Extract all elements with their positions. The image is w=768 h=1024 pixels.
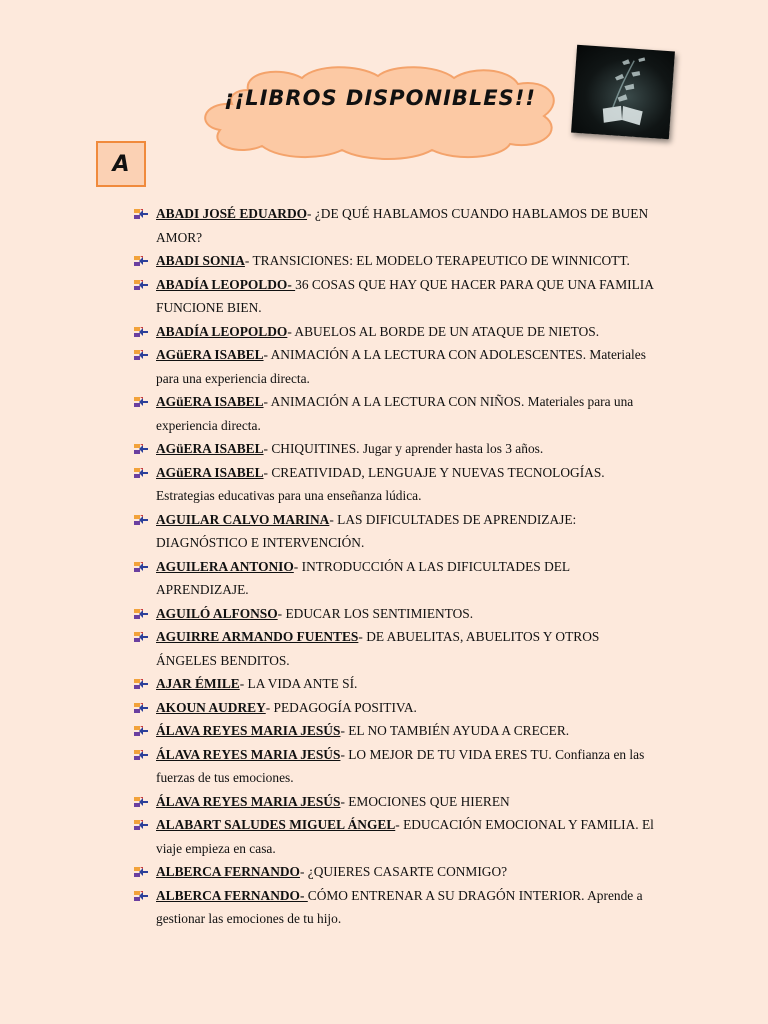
book-title: CÓMO ENTRENAR A SU DRAGÓN INTERIOR. Aprende a gestionar las emociones de tu hijo. (156, 887, 643, 926)
arrow-bullet-icon (134, 866, 148, 878)
arrow-bullet-icon (134, 702, 148, 714)
book-author: ÁLAVA REYES MARIA JESÚS (156, 723, 341, 738)
book-entry (130, 696, 660, 720)
book-entry (130, 860, 660, 884)
book-author: ÁLAVA REYES MARIA JESÚS (156, 793, 341, 809)
book-entry (130, 719, 660, 743)
book-title: CREATIVIDAD, LENGUAJE Y NUEVAS TECNOLOGÍAS. Estrategias educativas para una enseñanza lúdica. (156, 464, 605, 503)
author-separator: - (263, 394, 271, 409)
arrow-bullet-icon (134, 608, 148, 620)
open-book-icon (571, 45, 675, 140)
book-title: CHIQUITINES. Jugar y aprender hasta los 3 años. (271, 441, 544, 456)
book-entry (130, 602, 660, 626)
arrow-bullet-icon (134, 890, 148, 902)
book-entry (130, 672, 660, 696)
book-title: INTRODUCCIÓN A LAS DIFICULTADES DEL APRENDIZAJE. (156, 558, 570, 597)
book-author: ÁLAVA REYES MARIA JESÚS (156, 746, 341, 762)
book-entry (130, 743, 660, 790)
book-author: AJAR ÉMILE (156, 676, 240, 691)
author-separator: - (395, 817, 404, 832)
book-author: AGüERA ISABEL (156, 347, 264, 362)
book-entry (130, 508, 660, 555)
author-separator: - (244, 253, 253, 268)
arrow-bullet-icon (134, 255, 148, 267)
book-entry (130, 343, 660, 390)
book-title: LO MEJOR DE TU VIDA ERES TU. Confianza en las fuerzas de tus emociones. (156, 746, 645, 785)
arrow-bullet-icon (134, 467, 148, 479)
arrow-bullet-icon (134, 349, 148, 361)
book-title: LA VIDA ANTE SÍ. (247, 676, 358, 691)
book-entry (130, 555, 660, 602)
book-author: ABADI JOSÉ EDUARDO (156, 206, 308, 221)
book-entry (130, 884, 660, 931)
book-author: AKOUN AUDREY (156, 699, 266, 715)
book-list (130, 202, 660, 931)
arrow-bullet-icon (134, 796, 148, 808)
arrow-bullet-icon (134, 326, 148, 338)
arrow-bullet-icon (134, 819, 148, 831)
book-author: ALBERCA FERNANDO- (156, 887, 308, 903)
book-author: ABADÍA LEOPOLDO (156, 323, 288, 339)
book-title: EL NO TAMBIÉN AYUDA A CRECER. (348, 723, 570, 738)
book-title: ABUELOS AL BORDE DE UN ATAQUE DE NIETOS. (294, 323, 600, 339)
book-title: LAS DIFICULTADES DE APRENDIZAJE: DIAGNÓSTICO E INTERVENCIÓN. (156, 511, 577, 550)
book-author: ALABART SALUDES MIGUEL ÁNGEL (156, 817, 396, 832)
author-separator: - (263, 347, 271, 362)
book-author: AGUILÓ ALFONSO (156, 605, 278, 621)
book-title: ¿QUIERES CASARTE CONMIGO? (307, 864, 508, 879)
book-entry (130, 625, 660, 672)
author-separator: - (340, 746, 349, 762)
page-title: ¡¡LIBROS DISPONIBLES!! (224, 86, 536, 110)
book-title: EDUCAR LOS SENTIMIENTOS. (285, 605, 474, 621)
arrow-bullet-icon (134, 631, 148, 643)
book-author: AGüERA ISABEL (156, 394, 264, 409)
book-author: AGUILERA ANTONIO (156, 558, 294, 574)
book-entry (130, 249, 660, 273)
author-separator: - (358, 629, 367, 644)
book-title: TRANSICIONES: EL MODELO TERAPEUTICO DE WINNICOTT. (252, 253, 630, 268)
book-entry (130, 273, 660, 320)
arrow-bullet-icon (134, 725, 148, 737)
title-cloud (192, 64, 568, 160)
arrow-bullet-icon (134, 561, 148, 573)
cloud-shape (192, 64, 568, 160)
arrow-bullet-icon (134, 514, 148, 526)
arrow-bullet-icon (134, 749, 148, 761)
book-title: 36 COSAS QUE HAY QUE HACER PARA QUE UNA FAMILIA FUNCIONE BIEN. (156, 276, 654, 315)
author-separator: - (277, 605, 286, 621)
arrow-bullet-icon (134, 396, 148, 408)
book-title: ¿DE QUÉ HABLAMOS CUANDO HABLAMOS DE BUEN AMOR? (156, 206, 649, 245)
author-separator: - (287, 323, 295, 339)
book-title: ANIMACIÓN A LA LECTURA CON ADOLESCENTES. Materiales para una experiencia directa. (156, 347, 646, 386)
author-separator: - (329, 511, 338, 527)
book-author: AGUIRRE ARMANDO FUENTES (156, 629, 359, 644)
book-author: ALBERCA FERNANDO (156, 864, 300, 879)
book-entry (130, 790, 660, 814)
book-entry (130, 437, 660, 461)
author-separator: - (263, 464, 272, 480)
book-author: ABADÍA LEOPOLDO- (156, 276, 296, 292)
book-author: AGüERA ISABEL (156, 441, 264, 456)
author-separator: - (340, 793, 349, 809)
arrow-bullet-icon (134, 678, 148, 690)
arrow-bullet-icon (134, 443, 148, 455)
section-letter: A (96, 141, 146, 187)
book-entry (130, 390, 660, 437)
author-separator: - (299, 864, 308, 879)
author-separator: - (263, 441, 272, 456)
arrow-bullet-icon (134, 208, 148, 220)
book-author: ABADI SONIA (156, 253, 245, 268)
author-separator: - (293, 558, 302, 574)
book-entry (130, 320, 660, 344)
book-entry (130, 461, 660, 508)
book-title: EDUCACIÓN EMOCIONAL Y FAMILIA. El viaje empieza en casa. (156, 817, 654, 856)
book-entry (130, 202, 660, 249)
book-author: AGüERA ISABEL (156, 464, 264, 480)
arrow-bullet-icon (134, 279, 148, 291)
book-title: DE ABUELITAS, ABUELITOS Y OTROS ÁNGELES BENDITOS. (156, 629, 600, 668)
book-entry (130, 813, 660, 860)
author-separator: - (239, 676, 248, 691)
author-separator: - (340, 723, 349, 738)
book-title: PEDAGOGÍA POSITIVA. (273, 699, 417, 715)
author-separator: - (265, 699, 274, 715)
book-title: ANIMACIÓN A LA LECTURA CON NIÑOS. Materiales para una experiencia directa. (156, 394, 634, 433)
book-title: EMOCIONES QUE HIEREN (348, 793, 510, 809)
author-separator: - (307, 206, 315, 221)
book-author: AGUILAR CALVO MARINA (156, 511, 330, 527)
